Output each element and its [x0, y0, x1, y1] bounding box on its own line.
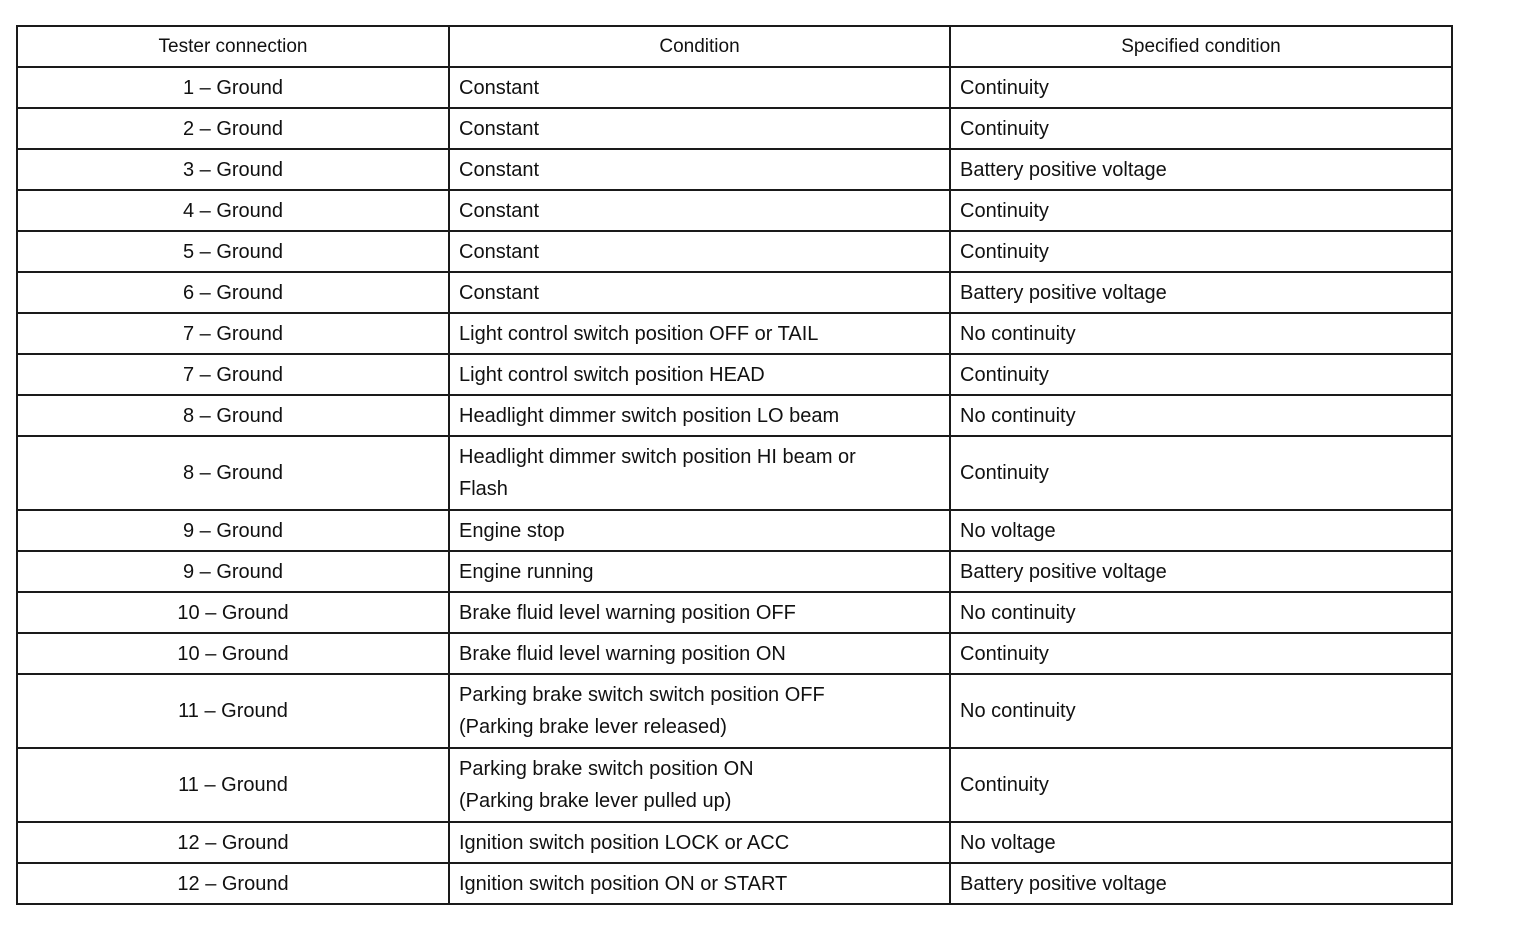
tester-connection-cell: 5 – Ground: [17, 231, 449, 272]
condition-cell: [449, 313, 950, 354]
table-row: [17, 592, 1452, 633]
table-row: [17, 67, 1452, 108]
condition-text: (Parking brake lever pulled up): [459, 790, 732, 812]
header-tester-connection: Tester connection: [17, 26, 449, 67]
tester-connection-cell: 12 – Ground: [17, 822, 449, 863]
table-body: [17, 67, 1452, 904]
condition-text: Constant: [459, 117, 540, 140]
header-specified-condition: Specified condition: [950, 26, 1452, 67]
table-row: [17, 272, 1452, 313]
tester-connection-cell: 8 – Ground: [17, 395, 449, 436]
condition-cell: [449, 633, 950, 674]
header-condition: Condition: [449, 26, 950, 67]
specified-condition-cell: Continuity: [950, 108, 1452, 149]
specified-condition-cell: Continuity: [950, 67, 1452, 108]
condition-text: Engine running: [459, 560, 594, 583]
condition-cell: [449, 436, 950, 510]
condition-cell: [449, 231, 950, 272]
tester-connection-cell: 8 – Ground: [17, 436, 449, 510]
table-header: [17, 26, 1452, 67]
tester-connection-table: [16, 25, 1453, 905]
tester-connection-cell: 7 – Ground: [17, 313, 449, 354]
tester-connection-cell: 2 – Ground: [17, 108, 449, 149]
condition-text: Headlight dimmer switch position LO beam: [459, 404, 840, 427]
specified-condition-cell: No continuity: [950, 592, 1452, 633]
condition-text: Constant: [459, 199, 540, 222]
specified-condition-cell: Battery positive voltage: [950, 149, 1452, 190]
condition-cell: [449, 748, 950, 822]
condition-text: Brake fluid level warning position ON: [459, 642, 786, 665]
tester-connection-cell: 12 – Ground: [17, 863, 449, 904]
condition-cell: [449, 592, 950, 633]
tester-connection-cell: 4 – Ground: [17, 190, 449, 231]
condition-text: (Parking brake lever released): [459, 716, 727, 738]
specified-condition-cell: No continuity: [950, 395, 1452, 436]
condition-cell: [449, 354, 950, 395]
specified-condition-cell: Battery positive voltage: [950, 272, 1452, 313]
condition-cell: [449, 510, 950, 551]
condition-cell: [449, 863, 950, 904]
table-row: [17, 231, 1452, 272]
specified-condition-cell: Battery positive voltage: [950, 863, 1452, 904]
specified-condition-cell: Continuity: [950, 436, 1452, 510]
table-row: [17, 863, 1452, 904]
tester-connection-cell: 11 – Ground: [17, 748, 449, 822]
condition-cell: [449, 272, 950, 313]
condition-cell: [449, 395, 950, 436]
specified-condition-cell: No voltage: [950, 822, 1452, 863]
tester-connection-cell: 6 – Ground: [17, 272, 449, 313]
condition-text: Parking brake switch position ON: [459, 758, 754, 780]
condition-text: Flash: [459, 478, 508, 500]
specified-condition-cell: No voltage: [950, 510, 1452, 551]
condition-text: Ignition switch position LOCK or ACC: [459, 831, 790, 854]
table-row: [17, 551, 1452, 592]
condition-cell: [449, 674, 950, 748]
table-row: [17, 149, 1452, 190]
condition-text: Parking brake switch switch position OFF: [459, 684, 825, 706]
condition-text: Headlight dimmer switch position HI beam or: [459, 446, 856, 468]
table-row: [17, 674, 1452, 748]
tester-connection-cell: 11 – Ground: [17, 674, 449, 748]
table-row: [17, 313, 1452, 354]
condition-text: Constant: [459, 281, 540, 304]
tester-connection-cell: 1 – Ground: [17, 67, 449, 108]
condition-cell: [449, 67, 950, 108]
table-row: [17, 748, 1452, 822]
table-row: [17, 354, 1452, 395]
condition-cell: [449, 551, 950, 592]
condition-text: Constant: [459, 76, 540, 99]
tester-connection-cell: 9 – Ground: [17, 510, 449, 551]
specified-condition-cell: Continuity: [950, 633, 1452, 674]
specified-condition-cell: Battery positive voltage: [950, 551, 1452, 592]
condition-text: Engine stop: [459, 519, 565, 542]
specified-condition-cell: No continuity: [950, 313, 1452, 354]
table-row: [17, 633, 1452, 674]
specified-condition-cell: Continuity: [950, 748, 1452, 822]
table-row: [17, 108, 1452, 149]
condition-cell: [449, 190, 950, 231]
specified-condition-cell: Continuity: [950, 354, 1452, 395]
condition-text: Constant: [459, 158, 540, 181]
specified-condition-cell: Continuity: [950, 231, 1452, 272]
table-row: [17, 510, 1452, 551]
table-row: [17, 190, 1452, 231]
tester-connection-cell: 10 – Ground: [17, 633, 449, 674]
table-row: [17, 436, 1452, 510]
condition-text: Light control switch position HEAD: [459, 363, 765, 386]
condition-text: Ignition switch position ON or START: [459, 872, 788, 895]
tester-connection-cell: 3 – Ground: [17, 149, 449, 190]
tester-connection-cell: 10 – Ground: [17, 592, 449, 633]
condition-text: Constant: [459, 240, 540, 263]
condition-cell: [449, 108, 950, 149]
condition-text: Light control switch position OFF or TAIL: [459, 322, 819, 345]
specified-condition-cell: No continuity: [950, 674, 1452, 748]
condition-cell: [449, 149, 950, 190]
tester-connection-cell: 7 – Ground: [17, 354, 449, 395]
table-row: [17, 395, 1452, 436]
table-row: [17, 822, 1452, 863]
tester-connection-cell: 9 – Ground: [17, 551, 449, 592]
header-row: [17, 26, 1452, 67]
condition-text: Brake fluid level warning position OFF: [459, 601, 796, 624]
condition-cell: [449, 822, 950, 863]
specified-condition-cell: Continuity: [950, 190, 1452, 231]
